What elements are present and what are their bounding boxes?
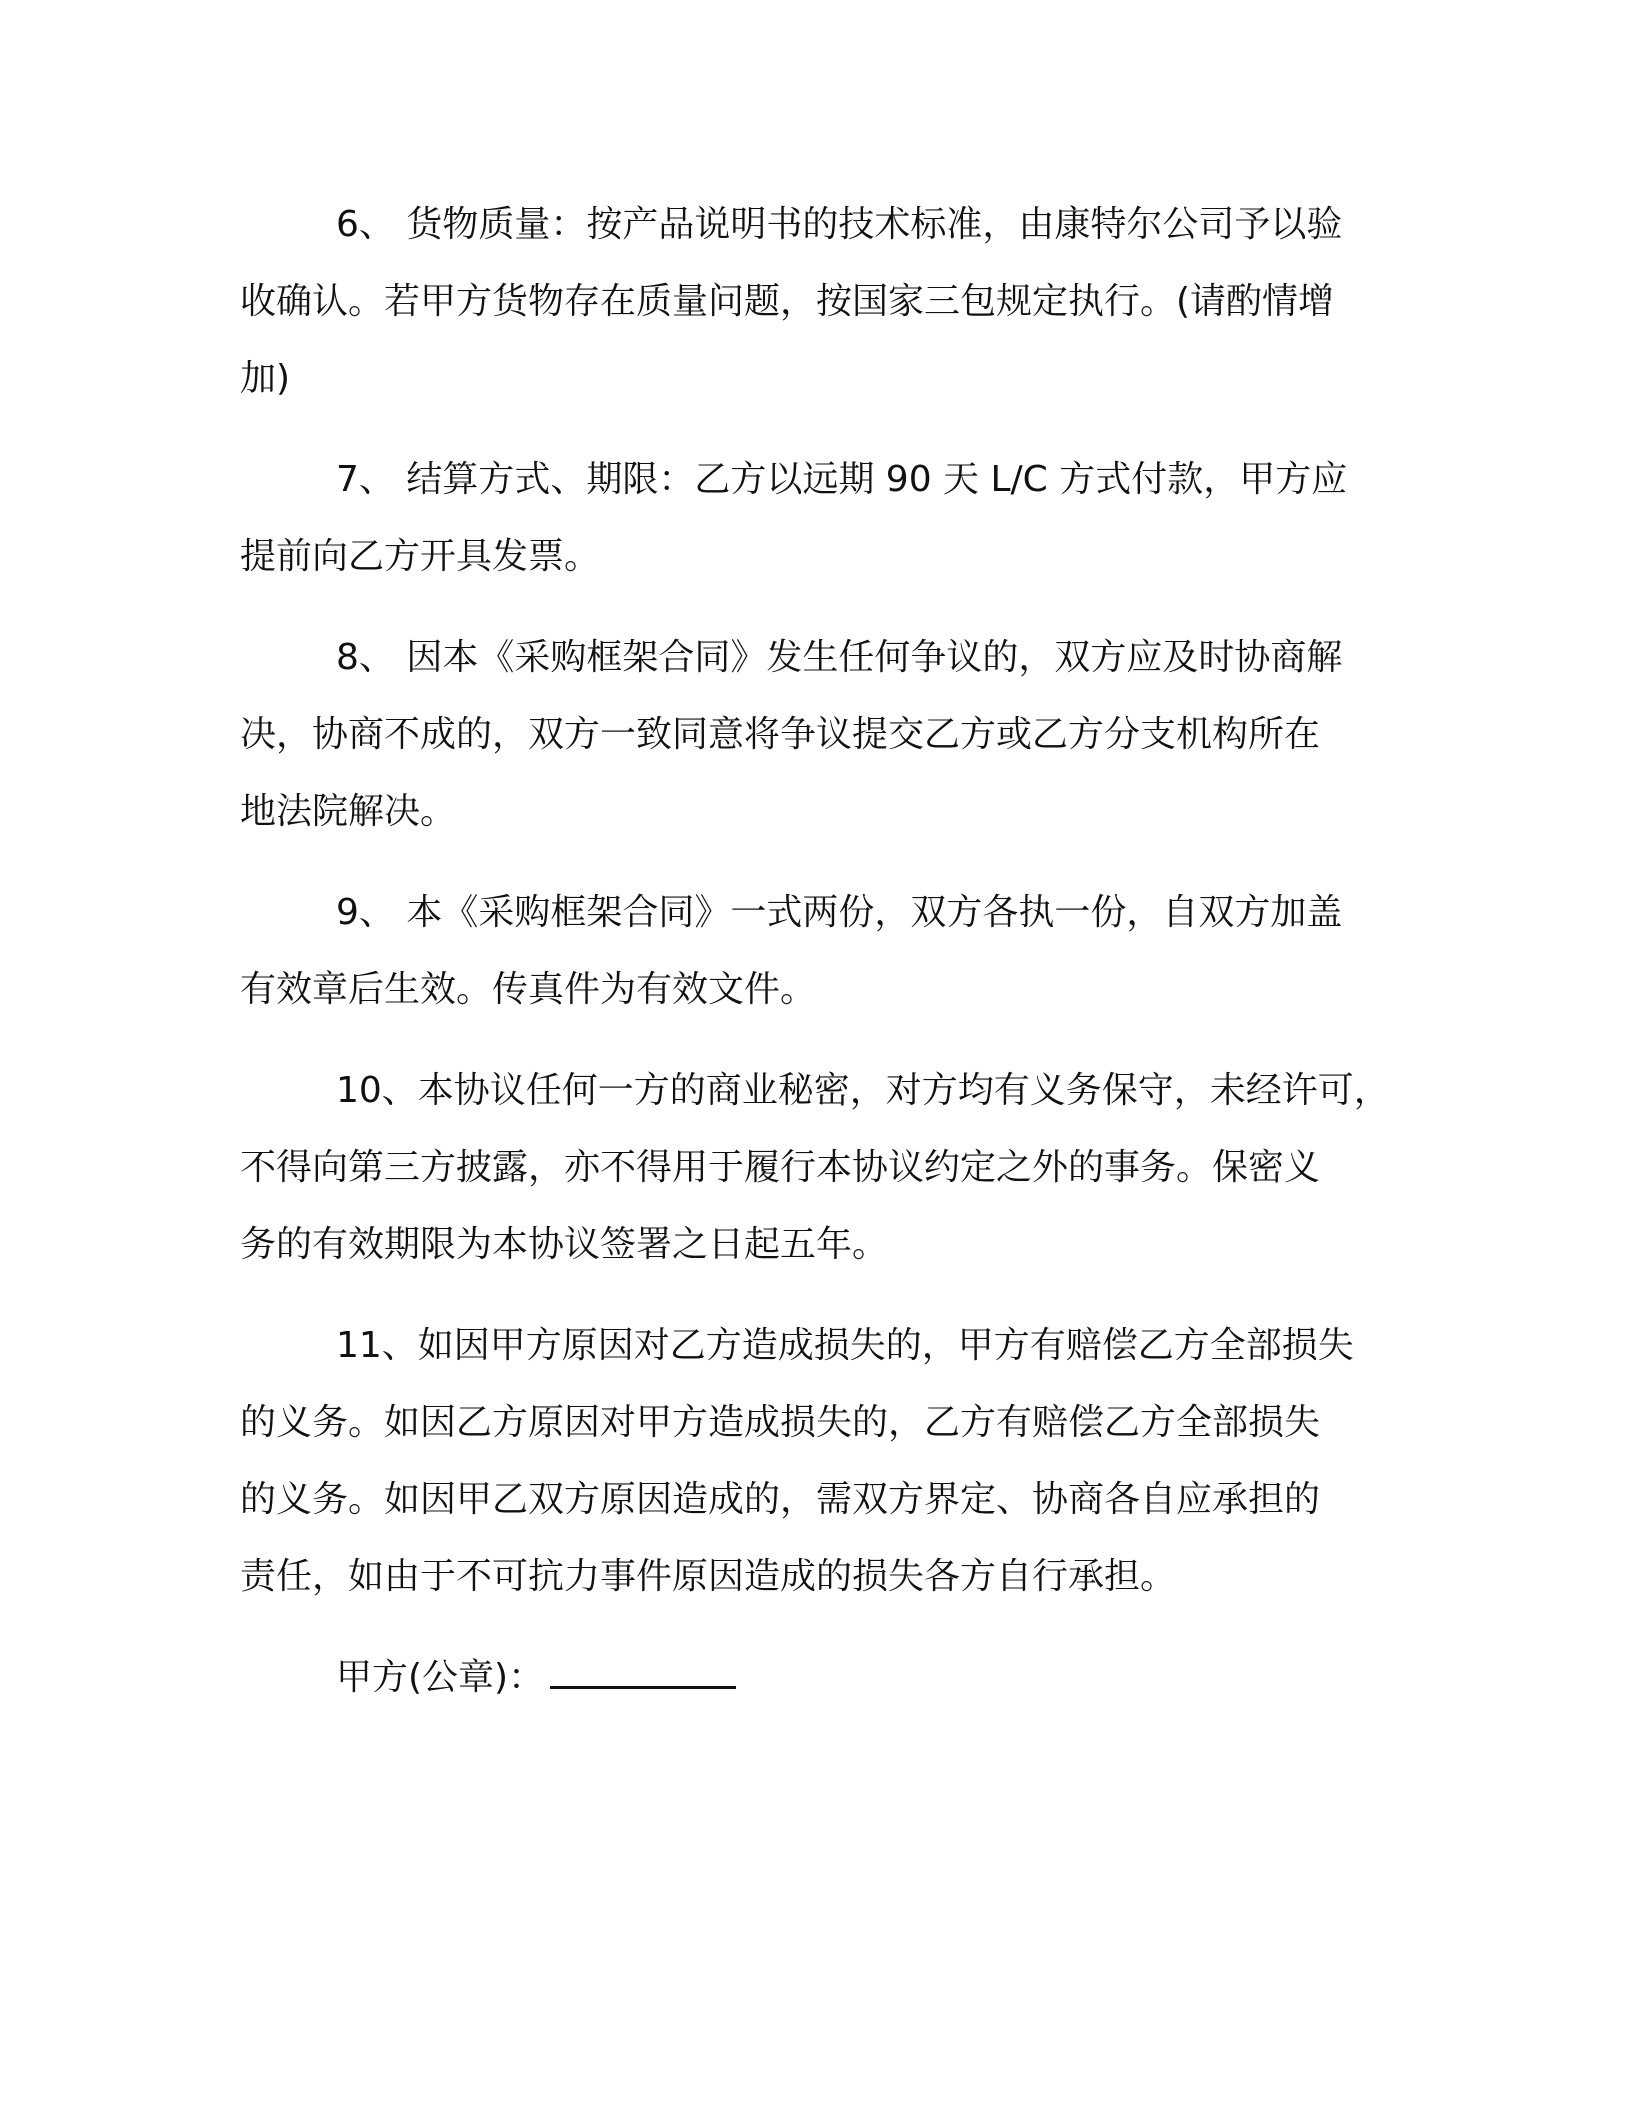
clause-7 [240,441,1420,595]
clause-10 [240,1052,1420,1283]
clause-line: 地法院解决。 [240,791,457,832]
signature-label: 甲方(公章)： [336,1657,545,1698]
clause-line: 有效章后生效。传真件为有效文件。 [240,969,817,1010]
clause-6 [240,186,1420,417]
clause-line: 11、如因甲方原因对乙方造成损失的，甲方有赔偿乙方全部损失 [336,1325,1354,1366]
clause-line: 10、本协议任何一方的商业秘密，对方均有义务保守，未经许可， [336,1070,1390,1111]
clause-line: 不得向第三方披露，亦不得用于履行本协议约定之外的事务。保密义 [240,1147,1321,1188]
clause-line: 提前向乙方开具发票。 [240,536,601,577]
clause-line: 加) [240,358,291,399]
clause-line: 责任，如由于不可抗力事件原因造成的损失各方自行承担。 [240,1556,1177,1597]
clause-line: 决，协商不成的，双方一致同意将争议提交乙方或乙方分支机构所在 [240,714,1321,755]
clause-line: 的义务。如因甲乙双方原因造成的，需双方界定、协商各自应承担的 [240,1479,1321,1520]
clause-line: 8、 因本《采购框架合同》发生任何争议的，双方应及时协商解 [336,637,1343,678]
contract-body [240,186,1420,1716]
clause-line: 9、 本《采购框架合同》一式两份，双方各执一份，自双方加盖 [336,892,1343,933]
clause-line: 6、 货物质量：按产品说明书的技术标准，由康特尔公司予以验 [336,204,1343,245]
party-a-signature [240,1639,1420,1716]
signature-blank-line [550,1684,736,1689]
clause-8 [240,619,1420,850]
clause-line: 的义务。如因乙方原因对甲方造成损失的，乙方有赔偿乙方全部损失 [240,1402,1321,1443]
clause-11 [240,1307,1420,1615]
clause-line: 收确认。若甲方货物存在质量问题，按国家三包规定执行。(请酌情增 [240,281,1335,322]
clause-line: 务的有效期限为本协议签署之日起五年。 [240,1224,889,1265]
clause-9 [240,874,1420,1028]
clause-line: 7、 结算方式、期限：乙方以远期 90 天 L/C 方式付款，甲方应 [336,459,1348,500]
